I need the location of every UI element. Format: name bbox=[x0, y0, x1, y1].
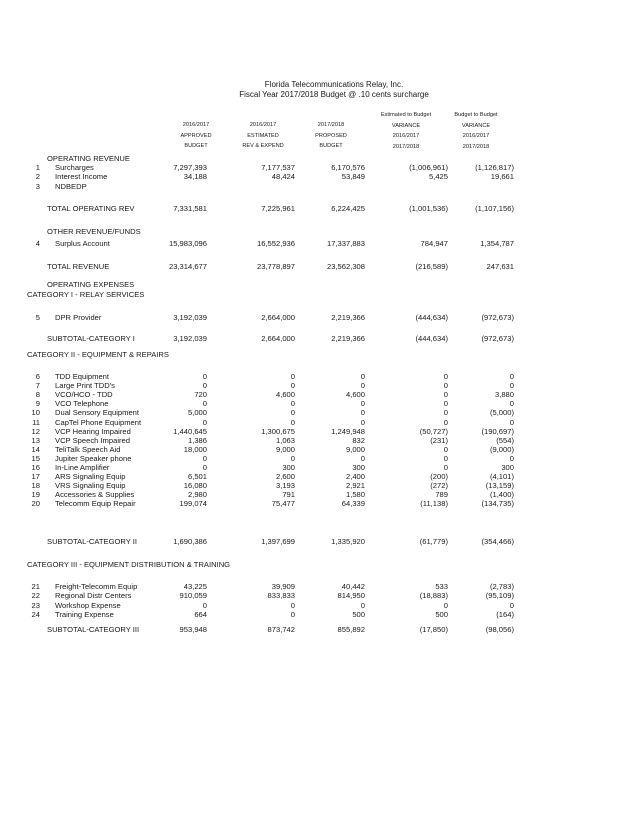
cell-value: (231) bbox=[430, 435, 448, 445]
cell-value: 16,080 bbox=[183, 481, 207, 491]
column-header-line: 2016/2017 bbox=[182, 122, 210, 128]
cell-value: 0 bbox=[360, 417, 365, 427]
column-header-line: 2017/2018 bbox=[317, 122, 345, 128]
cell-value: (9,000) bbox=[489, 444, 514, 454]
cell-value: 300 bbox=[352, 463, 365, 472]
cell-value: 7,225,961 bbox=[261, 204, 295, 213]
row-number: 21 bbox=[31, 582, 40, 591]
column-header-line: 2016/2017 bbox=[462, 133, 490, 139]
section-heading: TOTAL REVENUE bbox=[47, 262, 110, 271]
row-label: TDD Equipment bbox=[55, 372, 110, 381]
cell-value: 0 bbox=[202, 381, 207, 391]
cell-value: 0 bbox=[443, 408, 448, 418]
cell-value: 0 bbox=[509, 453, 514, 463]
column-header-line: REV & EXPEND bbox=[242, 143, 284, 149]
cell-value: 1,354,787 bbox=[480, 239, 514, 248]
column-header-line: VARIANCE bbox=[391, 122, 421, 129]
section-heading: CATEGORY I - RELAY SERVICES bbox=[27, 290, 145, 299]
cell-value: 0 bbox=[202, 417, 207, 427]
column-header-line: APPROVED bbox=[180, 132, 212, 139]
cell-value: 2,400 bbox=[345, 472, 365, 482]
row-number: 2 bbox=[35, 172, 40, 181]
row-number: 18 bbox=[31, 481, 40, 491]
cell-value: (134,735) bbox=[481, 499, 514, 509]
cell-value: 0 bbox=[360, 600, 365, 610]
cell-value: (5,000) bbox=[489, 408, 514, 418]
column-header-line: 2016/2017 bbox=[392, 133, 420, 139]
row-number: 8 bbox=[35, 390, 40, 400]
cell-value: 789 bbox=[435, 490, 448, 500]
cell-value: 300 bbox=[501, 463, 514, 472]
column-header-line: BUDGET bbox=[184, 143, 208, 149]
cell-value: (95,109) bbox=[485, 591, 514, 601]
cell-value: 0 bbox=[443, 390, 448, 400]
row-label: DPR Provider bbox=[55, 313, 102, 322]
row-label: ARS Signaling Equip bbox=[55, 472, 126, 482]
column-header-line: PROPOSED bbox=[315, 132, 347, 139]
cell-value: 500 bbox=[352, 609, 365, 619]
column-header-line: Estimated to Budget bbox=[380, 112, 432, 118]
cell-value: 2,219,366 bbox=[331, 313, 365, 322]
row-number: 19 bbox=[31, 490, 40, 500]
cell-value: 247,631 bbox=[486, 262, 514, 271]
cell-value: 64,339 bbox=[341, 499, 365, 509]
cell-value: 300 bbox=[282, 463, 295, 472]
cell-value: (4,101) bbox=[489, 472, 514, 482]
cell-value: 0 bbox=[290, 600, 295, 610]
cell-value: 0 bbox=[360, 408, 365, 418]
cell-value: 0 bbox=[202, 463, 207, 472]
cell-value: 0 bbox=[202, 600, 207, 610]
cell-value: 2,664,000 bbox=[261, 334, 295, 343]
row-number: 11 bbox=[32, 417, 40, 427]
cell-value: 0 bbox=[509, 372, 514, 381]
cell-value: 1,335,920 bbox=[331, 537, 365, 546]
row-label: VRS Signaling Equip bbox=[55, 481, 126, 491]
section-heading: SUBTOTAL-CATEGORY I bbox=[47, 334, 135, 343]
cell-value: (61,779) bbox=[419, 537, 448, 546]
cell-value: 43,225 bbox=[183, 582, 207, 591]
row-number: 17 bbox=[31, 472, 40, 482]
cell-value: 500 bbox=[435, 609, 448, 619]
cell-value: (1,107,156) bbox=[475, 204, 514, 213]
cell-value: 6,170,576 bbox=[331, 163, 365, 172]
cell-value: 1,063 bbox=[275, 435, 295, 445]
cell-value: (98,056) bbox=[485, 625, 514, 634]
cell-value: 17,337,883 bbox=[326, 239, 365, 248]
cell-value: (2,783) bbox=[489, 582, 514, 591]
cell-value: 1,386 bbox=[187, 435, 207, 445]
cell-value: 784,947 bbox=[420, 239, 448, 248]
cell-value: 6,501 bbox=[187, 472, 207, 482]
row-label: Interest Income bbox=[55, 172, 108, 181]
section-heading: SUBTOTAL-CATEGORY II bbox=[47, 537, 138, 546]
cell-value: (11,138) bbox=[420, 499, 448, 509]
row-number: 23 bbox=[31, 600, 40, 610]
section-heading: TOTAL OPERATING REV bbox=[47, 204, 135, 213]
cell-value: 0 bbox=[443, 381, 448, 391]
cell-value: 3,880 bbox=[494, 390, 514, 400]
cell-value: (972,673) bbox=[481, 334, 514, 343]
column-header bbox=[431, 110, 521, 152]
cell-value: 5,000 bbox=[187, 408, 207, 418]
row-label: VCO/HCO - TDD bbox=[55, 390, 113, 400]
cell-value: 9,000 bbox=[275, 444, 295, 454]
cell-value: 664 bbox=[194, 609, 207, 619]
cell-value: 720 bbox=[194, 390, 207, 400]
row-number: 1 bbox=[35, 163, 40, 172]
row-label: VCO Telephone bbox=[55, 399, 109, 409]
cell-value: 18,000 bbox=[183, 444, 207, 454]
cell-value: 0 bbox=[290, 372, 295, 381]
cell-value: 0 bbox=[360, 372, 365, 381]
row-label: NDBEDP bbox=[55, 182, 87, 191]
cell-value: 0 bbox=[509, 600, 514, 610]
section-heading: OPERATING EXPENSES bbox=[47, 280, 135, 289]
section-heading: CATEGORY II - EQUIPMENT & REPAIRS bbox=[27, 350, 169, 359]
row-label: TeliTalk Speech Aid bbox=[55, 444, 121, 454]
cell-value: 2,921 bbox=[345, 481, 365, 491]
row-number: 13 bbox=[31, 435, 40, 445]
row-label: Workshop Expense bbox=[55, 600, 121, 610]
section-heading: CATEGORY III - EQUIPMENT DISTRIBUTION & TRAINING bbox=[27, 560, 231, 569]
cell-value: 0 bbox=[290, 399, 295, 409]
cell-value: 833,833 bbox=[267, 591, 295, 601]
cell-value: 0 bbox=[443, 417, 448, 427]
cell-value: (1,001,536) bbox=[409, 204, 448, 213]
cell-value: 75,477 bbox=[271, 499, 295, 509]
cell-value: 953,948 bbox=[179, 625, 207, 634]
cell-value: (1,126,817) bbox=[475, 163, 514, 172]
cell-value: 2,664,000 bbox=[261, 313, 295, 322]
cell-value: (354,466) bbox=[481, 537, 514, 546]
org-title: Florida Telecommunications Relay, Inc. bbox=[264, 80, 404, 89]
row-label: Regional Distr Centers bbox=[55, 591, 132, 601]
cell-value: (444,634) bbox=[415, 334, 448, 343]
cell-value: 1,440,645 bbox=[173, 426, 207, 436]
cell-value: (13,159) bbox=[485, 481, 514, 491]
cell-value: 23,562,308 bbox=[326, 262, 365, 271]
row-label: Freight-Telecomm Equip bbox=[55, 582, 138, 591]
cell-value: 0 bbox=[290, 408, 295, 418]
cell-value: 6,224,425 bbox=[331, 204, 365, 213]
row-label: Surcharges bbox=[55, 163, 94, 172]
cell-value: 2,219,366 bbox=[331, 334, 365, 343]
cell-value: 15,983,096 bbox=[168, 239, 207, 248]
row-number: 3 bbox=[35, 182, 40, 191]
cell-value: 3,193 bbox=[275, 481, 295, 491]
budget-title: Fiscal Year 2017/2018 Budget @ .10 cents surcharge bbox=[239, 90, 429, 99]
row-number: 6 bbox=[35, 372, 40, 381]
section-heading: OPERATING REVENUE bbox=[47, 154, 130, 163]
cell-value: 5,425 bbox=[428, 172, 448, 181]
cell-value: (972,673) bbox=[481, 313, 514, 322]
cell-value: 4,600 bbox=[345, 390, 365, 400]
column-header-line: BUDGET bbox=[319, 143, 343, 149]
cell-value: (17,850) bbox=[419, 625, 448, 634]
column-header-line: 2017/2018 bbox=[462, 143, 490, 150]
cell-value: (554) bbox=[496, 435, 514, 445]
row-label: Large Print TDD's bbox=[55, 381, 115, 391]
cell-value: 7,177,537 bbox=[261, 163, 295, 172]
row-number: 14 bbox=[31, 444, 40, 454]
cell-value: 3,192,039 bbox=[173, 313, 207, 322]
column-header-line: VARIANCE bbox=[461, 122, 491, 129]
cell-value: 0 bbox=[360, 381, 365, 391]
cell-value: 40,442 bbox=[341, 582, 365, 591]
cell-value: 23,778,897 bbox=[256, 262, 295, 271]
cell-value: (1,400) bbox=[489, 490, 514, 500]
cell-value: 0 bbox=[443, 600, 448, 610]
cell-value: 814,950 bbox=[337, 591, 365, 601]
cell-value: 53,849 bbox=[341, 172, 365, 181]
column-header-line: 2016/2017 bbox=[249, 122, 277, 128]
cell-value: 0 bbox=[360, 399, 365, 409]
cell-value: 2,980 bbox=[187, 490, 207, 500]
section-heading: SUBTOTAL-CATEGORY III bbox=[47, 625, 140, 634]
cell-value: (444,634) bbox=[415, 313, 448, 322]
cell-value: 19,661 bbox=[490, 172, 514, 181]
cell-value: 48,424 bbox=[271, 172, 295, 181]
row-label: In-Line Amplifier bbox=[55, 463, 110, 472]
cell-value: 16,552,936 bbox=[256, 239, 295, 248]
cell-value: 1,300,675 bbox=[261, 426, 295, 436]
cell-value: 0 bbox=[509, 417, 514, 427]
cell-value: 7,331,581 bbox=[173, 204, 207, 213]
cell-value: 3,192,039 bbox=[173, 334, 207, 343]
cell-value: 791 bbox=[282, 490, 295, 500]
cell-value: 0 bbox=[360, 453, 365, 463]
cell-value: 0 bbox=[202, 399, 207, 409]
cell-value: 9,000 bbox=[345, 444, 365, 454]
cell-value: (190,697) bbox=[481, 426, 514, 436]
row-number: 12 bbox=[31, 426, 40, 436]
cell-value: 199,074 bbox=[179, 499, 207, 509]
cell-value: 34,188 bbox=[183, 172, 207, 181]
column-header-line: Budget to Budget bbox=[454, 112, 498, 118]
row-number: 22 bbox=[31, 591, 40, 601]
cell-value: 0 bbox=[509, 381, 514, 391]
cell-value: 0 bbox=[443, 453, 448, 463]
cell-value: (164) bbox=[496, 609, 514, 619]
cell-value: (272) bbox=[430, 481, 448, 491]
cell-value: 23,314,677 bbox=[168, 262, 207, 271]
cell-value: (216,589) bbox=[415, 262, 448, 271]
cell-value: (50,727) bbox=[419, 426, 448, 436]
row-number: 4 bbox=[35, 239, 40, 248]
row-number: 20 bbox=[31, 499, 40, 509]
row-label: Jupiter Speaker phone bbox=[55, 453, 132, 463]
column-header-line: 2017/2018 bbox=[392, 143, 420, 150]
row-number: 16 bbox=[31, 463, 40, 472]
cell-value: 0 bbox=[443, 444, 448, 454]
section-heading: OTHER REVENUE/FUNDS bbox=[47, 227, 141, 236]
cell-value: 533 bbox=[435, 582, 448, 591]
cell-value: 0 bbox=[290, 609, 295, 619]
row-number: 5 bbox=[35, 313, 40, 322]
cell-value: 832 bbox=[352, 435, 365, 445]
row-label: Surplus Account bbox=[55, 239, 110, 248]
cell-value: 4,600 bbox=[275, 390, 295, 400]
cell-value: 0 bbox=[509, 399, 514, 409]
cell-value: 7,297,393 bbox=[173, 163, 207, 172]
cell-value: 0 bbox=[443, 463, 448, 472]
cell-value: 0 bbox=[443, 372, 448, 381]
cell-value: 1,249,948 bbox=[331, 426, 365, 436]
cell-value: 2,600 bbox=[275, 472, 295, 482]
cell-value: 855,892 bbox=[337, 625, 365, 634]
cell-value: (18,883) bbox=[419, 591, 448, 601]
cell-value: 0 bbox=[202, 372, 207, 381]
cell-value: 0 bbox=[290, 381, 295, 391]
cell-value: 0 bbox=[202, 453, 207, 463]
row-label: Training Expense bbox=[55, 609, 114, 619]
row-number: 7 bbox=[35, 381, 40, 391]
row-number: 9 bbox=[35, 399, 40, 409]
cell-value: 910,059 bbox=[179, 591, 207, 601]
row-label: Accessories & Supplies bbox=[55, 490, 135, 500]
row-number: 15 bbox=[31, 453, 40, 463]
cell-value: (1,006,961) bbox=[409, 163, 448, 172]
row-label: Dual Sensory Equipment bbox=[55, 408, 139, 418]
cell-value: 1,690,386 bbox=[173, 537, 207, 546]
row-label: CapTel Phone Equipment bbox=[55, 417, 142, 427]
cell-value: 0 bbox=[290, 417, 295, 427]
row-label: VCP Hearing Impaired bbox=[55, 426, 131, 436]
cell-value: 0 bbox=[443, 399, 448, 409]
column-header-line: ESTIMATED bbox=[247, 132, 279, 139]
row-number: 24 bbox=[31, 609, 40, 619]
row-label: VCP Speech Impaired bbox=[55, 435, 130, 445]
cell-value: 39,909 bbox=[271, 582, 295, 591]
row-label: Telecomm Equip Repair bbox=[55, 499, 136, 509]
cell-value: 873,742 bbox=[267, 625, 295, 634]
cell-value: (200) bbox=[430, 472, 448, 482]
cell-value: 1,397,699 bbox=[261, 537, 295, 546]
cell-value: 0 bbox=[290, 453, 295, 463]
row-number: 10 bbox=[31, 408, 40, 418]
cell-value: 1,580 bbox=[345, 490, 365, 500]
